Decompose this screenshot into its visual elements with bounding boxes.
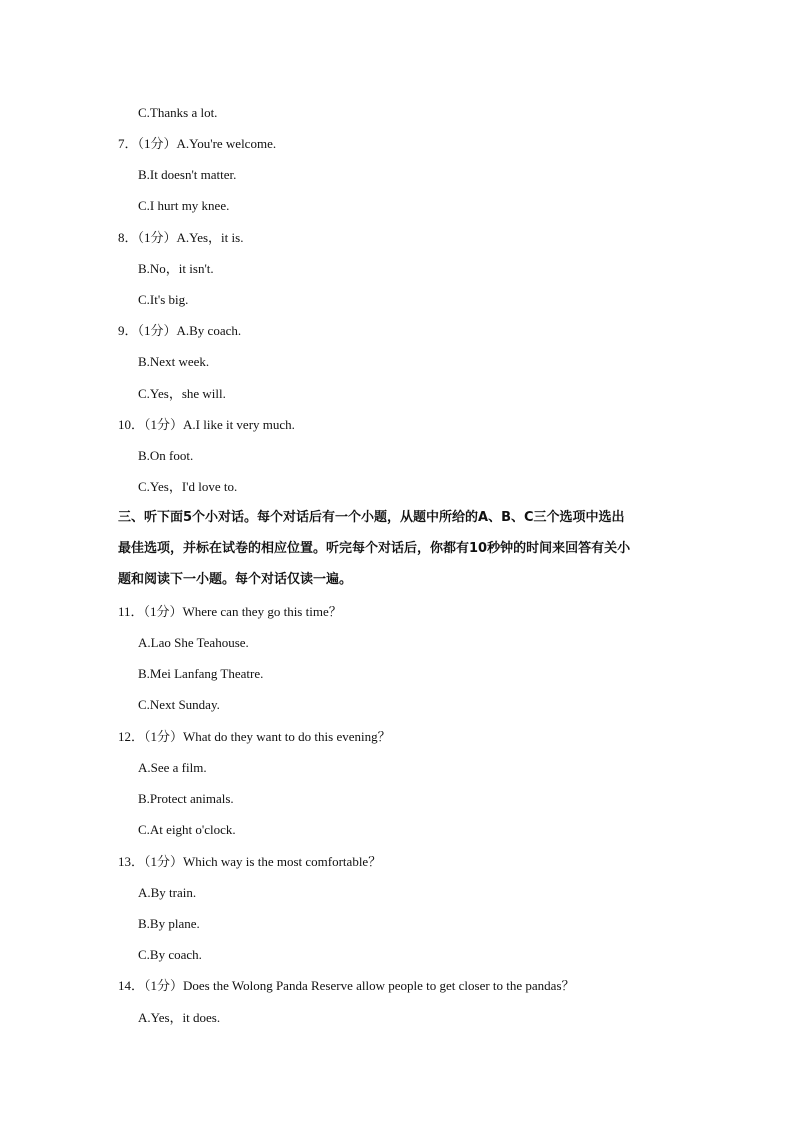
option-12c: C.At eight o'clock. <box>138 822 236 837</box>
option-6c: C.Thanks a lot. <box>138 105 218 120</box>
option-12b: B.Protect animals. <box>138 791 234 806</box>
question-12: 12．（1分）What do they want to do this evening？ <box>118 729 391 744</box>
option-13b: B.By plane. <box>138 916 200 931</box>
option-10c: C.Yes，I'd love to. <box>138 479 238 494</box>
section-3-instructions-line-1: 三、听下面5个小对话。每个对话后有一个小题，从题中所给的A、B、C三个选项中选出 <box>118 510 625 525</box>
option-11c: C.Next Sunday. <box>138 697 220 712</box>
question-9: 9．（1分）A.By coach. <box>118 323 242 338</box>
question-11: 11．（1分）Where can they go this time？ <box>118 604 342 619</box>
section-3-instructions-line-3: 题和阅读下一小题。每个对话仅读一遍。 <box>118 572 353 587</box>
question-7: 7．（1分）A.You're welcome. <box>118 136 277 151</box>
option-8c: C.It's big. <box>138 292 189 307</box>
option-13a: A.By train. <box>138 885 197 900</box>
option-9c: C.Yes，she will. <box>138 386 226 401</box>
option-14a: A.Yes，it does. <box>138 1010 221 1025</box>
question-14: 14．（1分）Does the Wolong Panda Reserve allow people to get closer to the pandas？ <box>118 978 575 993</box>
option-7b: B.It doesn't matter. <box>138 167 237 182</box>
option-13c: C.By coach. <box>138 947 202 962</box>
question-8: 8．（1分）A.Yes，it is. <box>118 230 244 245</box>
option-10b: B.On foot. <box>138 448 194 463</box>
option-7c: C.I hurt my knee. <box>138 198 230 213</box>
option-12a: A.See a film. <box>138 760 207 775</box>
question-10: 10．（1分）A.I like it very much. <box>118 417 295 432</box>
option-11b: B.Mei Lanfang Theatre. <box>138 666 264 681</box>
question-13: 13．（1分）Which way is the most comfortable？ <box>118 854 382 869</box>
option-8b: B.No，it isn't. <box>138 261 214 276</box>
section-3-instructions-line-2: 最佳选项，并标在试卷的相应位置。听完每个对话后，你都有10秒钟的时间来回答有关小 <box>118 541 631 556</box>
option-11a: A.Lao She Teahouse. <box>138 635 249 650</box>
option-9b: B.Next week. <box>138 354 210 369</box>
